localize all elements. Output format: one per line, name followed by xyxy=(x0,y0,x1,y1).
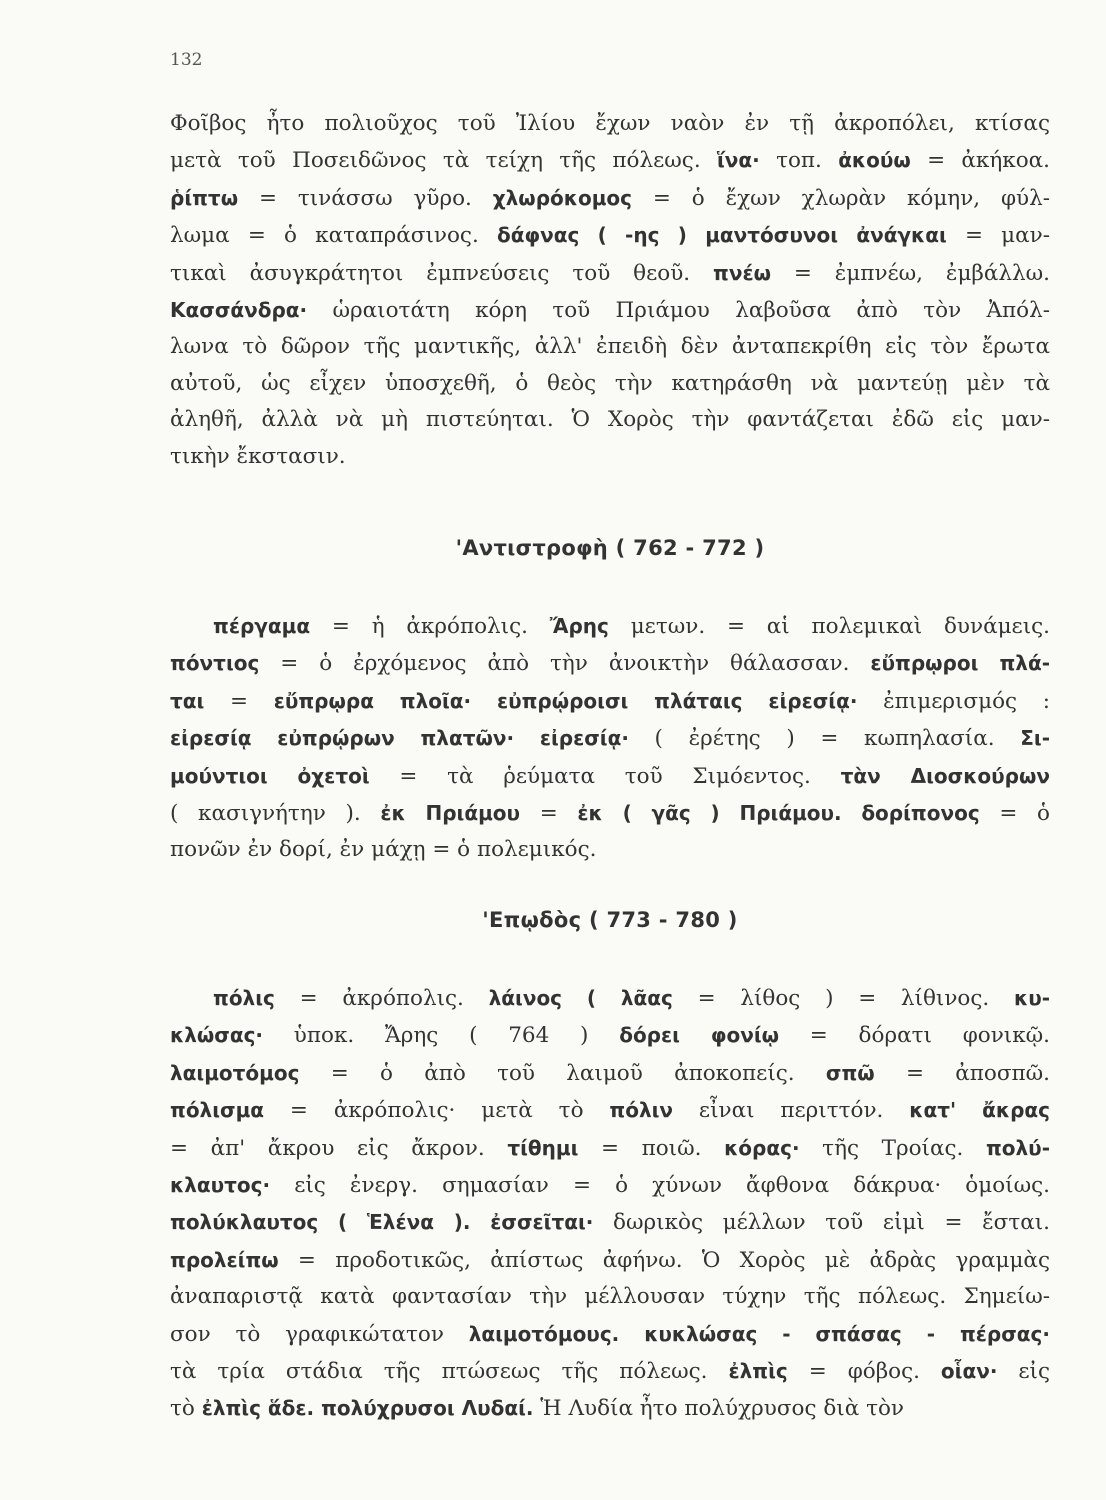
lemma-term: κλώσας· xyxy=(170,1023,264,1048)
gloss-text: ὡραιοτάτη κόρη τοῦ Πριάμου λαβοῦσα ἀπὸ τὸν Ἀπόλ- xyxy=(307,298,1050,324)
gloss-text: ἀληθῆ, ἀλλὰ νὰ μὴ πιστεύηται. Ὁ Χορὸς τὴν φαντάζεται ἐδῶ εἰς μαν- xyxy=(170,407,1050,433)
gloss-text: = ἀποσπῶ. xyxy=(874,1060,1050,1086)
lemma-term: δόρει φονίῳ xyxy=(619,1023,780,1048)
gloss-text: = δόρατι φονικῷ. xyxy=(779,1023,1050,1049)
text-line xyxy=(170,292,1050,329)
gloss-text: τὸ xyxy=(170,1396,202,1422)
gloss-text: εἶναι περιττόν. xyxy=(673,1098,910,1124)
text-line xyxy=(170,439,1050,475)
text-line xyxy=(170,1316,1050,1353)
text-line xyxy=(170,645,1050,682)
lemma-term: ἐκ ( γᾶς ) Πριάμου. xyxy=(577,801,842,826)
text-line xyxy=(170,1130,1050,1167)
lemma-term: πόλιν xyxy=(609,1098,674,1123)
text-line xyxy=(170,758,1050,795)
gloss-text xyxy=(170,986,213,1011)
lemma-term: προλείπω xyxy=(170,1247,279,1272)
lemma-term: πολύ- xyxy=(985,1135,1050,1160)
lemma-term: κατ' ἄκρας xyxy=(909,1098,1050,1123)
text-line xyxy=(170,402,1050,438)
lemma-term: τὰν Διοσκούρων xyxy=(840,763,1050,788)
lemma-term: Κασσάνδρα· xyxy=(170,298,308,323)
text-line xyxy=(170,1204,1050,1241)
text-line xyxy=(170,1242,1050,1279)
gloss-text: μετὰ τοῦ Ποσειδῶνος τὰ τείχη τῆς πόλεως. xyxy=(170,148,717,174)
text-line xyxy=(170,255,1050,292)
gloss-text: = τινάσσω γῦρο. xyxy=(238,185,493,211)
text-line xyxy=(170,795,1050,832)
gloss-text: μετων. = αἱ πολεμικαὶ δυνάμεις. xyxy=(608,614,1051,639)
lemma-term: Ἄρης xyxy=(549,614,609,638)
lemma-term: κλαυτος· xyxy=(170,1173,271,1198)
gloss-text: δωρικὸς μέλλων τοῦ εἰμὶ = ἔσται. xyxy=(593,1210,1050,1236)
gloss-text: = ποιῶ. xyxy=(578,1135,725,1161)
lemma-term: ἐλπὶς xyxy=(728,1359,788,1384)
gloss-text: ( κασιγνήτην ). xyxy=(170,801,381,827)
gloss-text: = ἀκρόπολις. xyxy=(274,986,489,1011)
gloss-text: = φόβος. xyxy=(787,1359,941,1385)
gloss-text: τικὴν ἔκστασιν. xyxy=(170,443,346,469)
text-line xyxy=(170,106,1050,142)
text-line xyxy=(170,142,1050,179)
gloss-text: = τὰ ῥεύματα τοῦ Σιμόεντος. xyxy=(369,763,841,789)
gloss-text: εἰς xyxy=(997,1359,1050,1385)
lemma-term: τίθημι xyxy=(507,1135,579,1160)
lemma-term: ἀκούω xyxy=(838,148,911,173)
lemma-term: λαιμοτόμους. κυκλώσας - σπάσας - πέρσας· xyxy=(468,1321,1050,1346)
lemma-term: πολύκλαυτος ( Ἑλένα ). ἐσσεῖται· xyxy=(170,1210,594,1235)
text-line xyxy=(170,180,1050,217)
gloss-text: λωνα τὸ δῶρον τῆς μαντικῆς, ἀλλ' ἐπειδὴ δὲν ἀνταπεκρίθη εἰς τὸν ἔρωτα xyxy=(170,334,1050,360)
commentary-paragraph-3 xyxy=(170,980,1050,1428)
lemma-term: σπῶ xyxy=(825,1060,875,1085)
gloss-text: αὐτοῦ, ὡς εἶχεν ὑποσχεθῆ, ὁ θεὸς τὴν κατηράσθη νὰ μαντεύῃ μὲν τὰ xyxy=(170,370,1050,396)
gloss-text: εἰς ἐνεργ. σημασίαν = ὁ χύνων ἄφθονα δάκρυα· ὁμοίως. xyxy=(270,1173,1050,1199)
lemma-term: λάινος ( λᾶας xyxy=(488,986,673,1010)
commentary-paragraph-2 xyxy=(170,608,1050,869)
gloss-text: τὰ τρία στάδια τῆς πτώσεως τῆς πόλεως. xyxy=(170,1359,729,1385)
gloss-text: Φοῖβος ἦτο πολιοῦχος τοῦ Ἰλίου ἔχων ναὸν ἐν τῇ ἀκροπόλει, κτίσας xyxy=(170,111,1050,136)
lemma-term: χλωρόκομος xyxy=(492,185,633,210)
gloss-text: = ἀκρόπολις· μετὰ τὸ xyxy=(264,1098,610,1124)
text-line xyxy=(170,720,1050,757)
section-heading-epode: 'Επῳδὸς ( 773 - 780 ) xyxy=(482,908,738,932)
lemma-term: πόλις xyxy=(213,986,275,1010)
gloss-text: ἐπιμερισμός : xyxy=(857,688,1050,714)
gloss-text: τοπ. xyxy=(759,148,839,174)
lemma-term: ῥίπτω xyxy=(170,185,239,210)
gloss-text: = ἡ ἀκρόπολις. xyxy=(310,614,550,639)
commentary-paragraph-1 xyxy=(170,106,1050,475)
gloss-text: = ὁ ἐρχόμενος ἀπὸ τὴν ἀνοικτὴν θάλασσαν. xyxy=(259,651,871,677)
text-line xyxy=(170,1390,1050,1427)
text-line xyxy=(170,366,1050,402)
lemma-term: εἰρεσίᾳ εὐπρῴρων πλατῶν· εἰρεσίᾳ· xyxy=(170,726,629,751)
lemma-term: ται xyxy=(170,688,205,713)
text-line xyxy=(170,683,1050,720)
gloss-text: = ὁ xyxy=(979,801,1050,827)
gloss-text: = ἐμπνέω, ἐμβάλλω. xyxy=(770,260,1050,286)
lemma-term: ἐκ Πριάμου xyxy=(380,801,521,826)
text-line xyxy=(170,832,1050,868)
gloss-text: = ἀκήκοα. xyxy=(910,148,1050,174)
lemma-term: μούντιοι ὀχετοὶ xyxy=(170,763,370,788)
gloss-text: = ἀπ' ἄκρου εἰς ἄκρον. xyxy=(170,1135,508,1161)
lemma-term: πνέω xyxy=(713,260,771,285)
lemma-term: κόρας· xyxy=(724,1135,800,1160)
text-line xyxy=(170,1353,1050,1390)
page-number: 132 xyxy=(170,50,203,70)
gloss-text: = μαν- xyxy=(946,223,1051,249)
gloss-text: τῆς Τροίας. xyxy=(799,1135,986,1161)
gloss-text: τικαὶ ἀσυγκράτητοι ἐμπνεύσεις τοῦ θεοῦ. xyxy=(170,260,714,286)
lemma-term: οἷαν· xyxy=(940,1359,998,1384)
gloss-text: = ὁ ἔχων χλωρὰν κόμην, φύλ- xyxy=(632,185,1050,211)
gloss-text: Ἡ Λυδία ἦτο πολύχρυσος διὰ τὸν xyxy=(533,1396,904,1422)
gloss-text: = προδοτικῶς, ἀπίστως ἀφήνω. Ὁ Χορὸς μὲ ἀδρὰς γραμμὰς xyxy=(278,1247,1050,1273)
lemma-term: δάφνας ( -ης ) μαντόσυνοι ἀνάγκαι xyxy=(496,223,947,248)
text-line xyxy=(170,217,1050,254)
text-line xyxy=(170,1017,1050,1054)
text-line xyxy=(170,1092,1050,1129)
lemma-term: πόλισμα xyxy=(170,1098,265,1123)
lemma-term: ἵνα· xyxy=(716,148,760,173)
gloss-text: πονῶν ἐν δορί, ἐν μάχῃ = ὁ πολεμικός. xyxy=(170,837,597,863)
lemma-term: δορίπονος xyxy=(861,801,980,826)
lemma-term: εὔπρῳροι πλά- xyxy=(870,651,1050,676)
text-line xyxy=(170,1167,1050,1204)
gloss-text: λωμα = ὁ καταπράσινος. xyxy=(170,223,497,249)
gloss-text: ὑποκ. Ἄρης ( 764 ) xyxy=(263,1023,620,1049)
text-line xyxy=(170,1055,1050,1092)
gloss-text: σον τὸ γραφικώτατον xyxy=(170,1321,469,1347)
lemma-term: πόντιος xyxy=(170,651,260,676)
gloss-text: = xyxy=(204,688,274,714)
text-line xyxy=(170,608,1050,645)
text-line xyxy=(170,980,1050,1017)
lemma-term: πέργαμα xyxy=(213,614,311,638)
gloss-text: ἀναπαριστᾷ κατὰ φαντασίαν τὴν μέλλουσαν τύχην τῆς πόλεως. Σημείω- xyxy=(170,1284,1050,1310)
gloss-text: = ὁ ἀπὸ τοῦ λαιμοῦ ἀποκοπείς. xyxy=(299,1060,826,1086)
section-heading-antistrophe: 'Αντιστροφὴ ( 762 - 772 ) xyxy=(455,536,765,560)
text-line xyxy=(170,1279,1050,1315)
gloss-text xyxy=(170,614,213,639)
lemma-term: κυ- xyxy=(1013,986,1050,1010)
gloss-text: ( ἐρέτης ) = κωπηλασία. xyxy=(628,726,1021,752)
gloss-text: = xyxy=(520,801,578,827)
lemma-term: λαιμοτόμος xyxy=(170,1060,300,1085)
gloss-text xyxy=(842,801,862,826)
lemma-term: Σι- xyxy=(1020,726,1050,751)
gloss-text: = λίθος ) = λίθινος. xyxy=(672,986,1014,1011)
lemma-term: εὔπρῳρα πλοῖα· εὐπρῴροισι πλάταις εἰρεσίᾳ· xyxy=(273,688,858,713)
lemma-term: ἐλπὶς ἅδε. πολύχρυσοι Λυδαί. xyxy=(201,1396,534,1421)
text-line xyxy=(170,329,1050,365)
